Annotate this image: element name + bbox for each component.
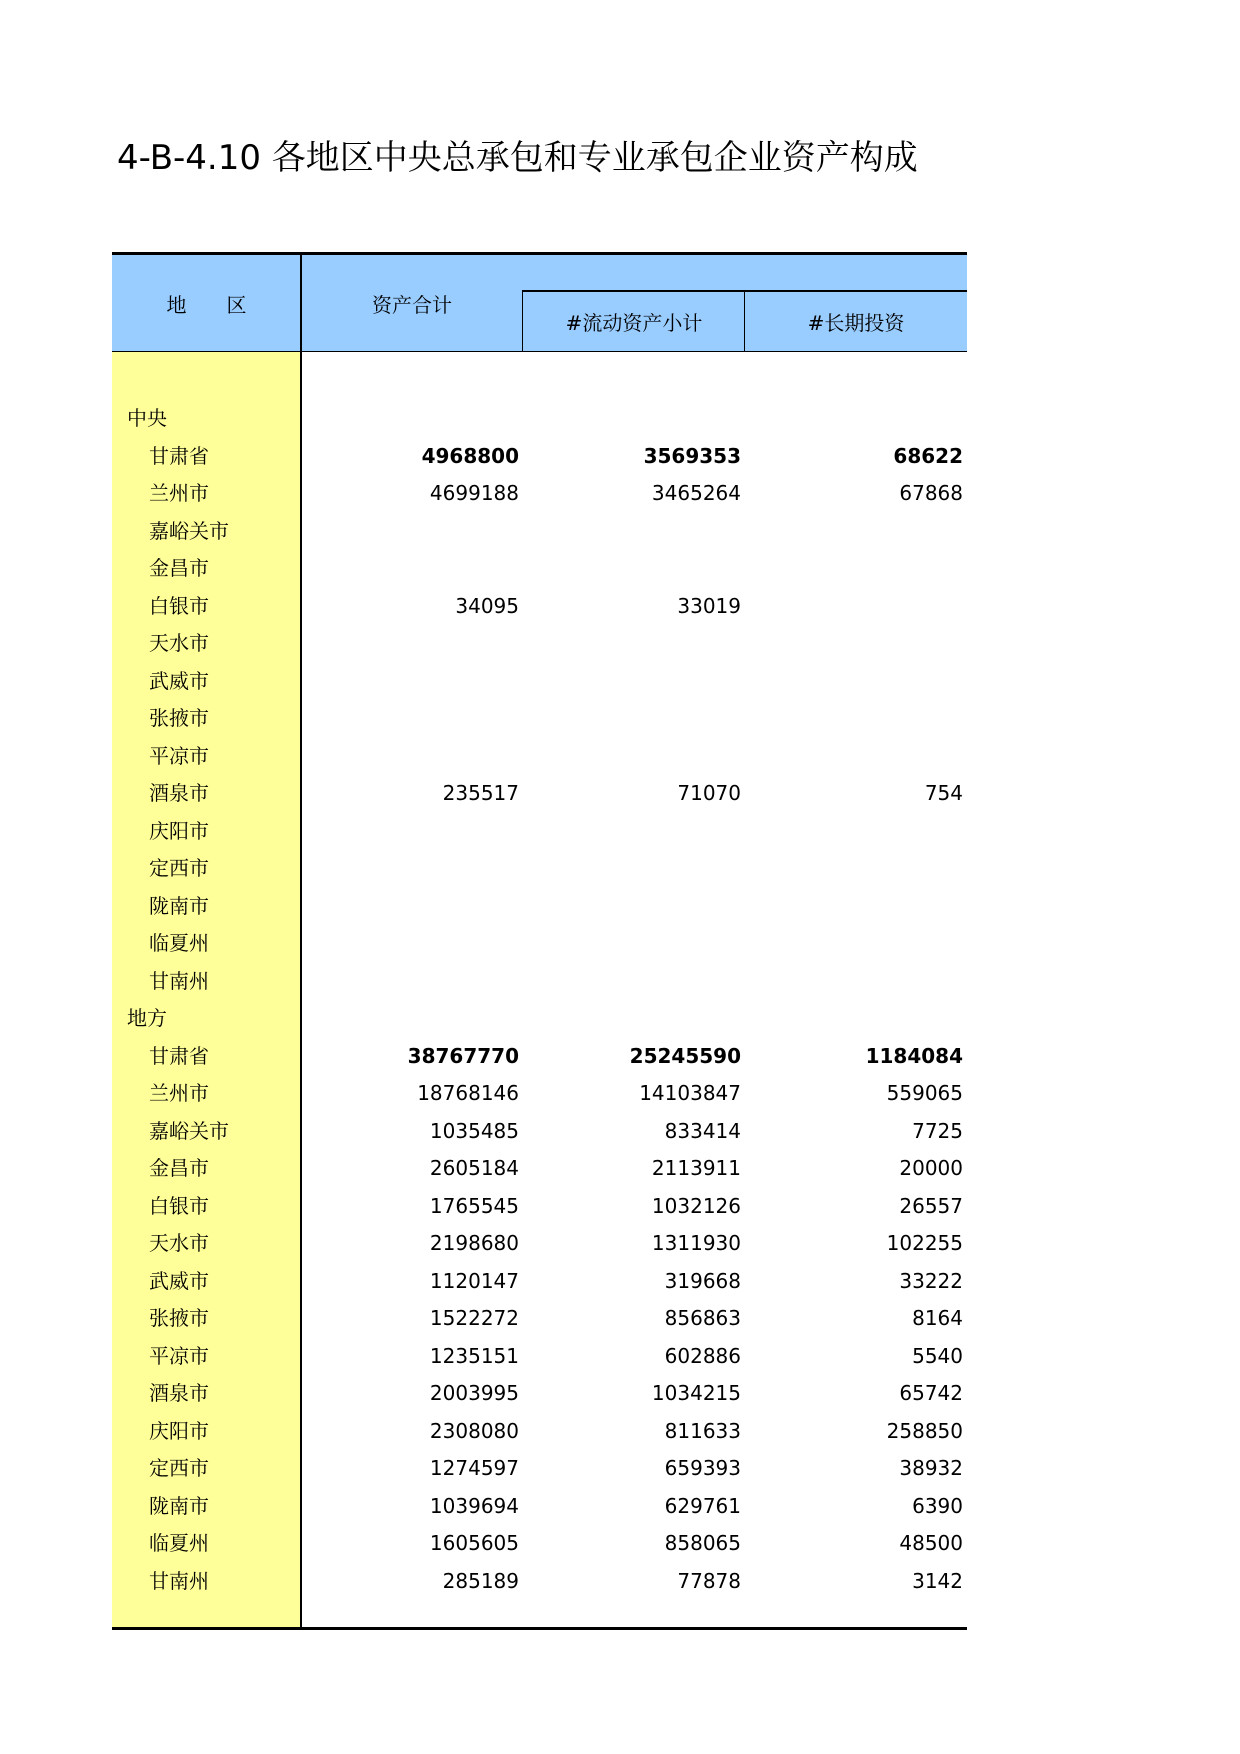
region-name: 兰州市 bbox=[149, 1081, 209, 1105]
total-assets-value: 38767770 bbox=[407, 1043, 519, 1068]
section-label: 中央 bbox=[127, 406, 167, 430]
region-name: 庆阳市 bbox=[149, 818, 209, 843]
total-assets-value: 2003995 bbox=[429, 1381, 519, 1405]
table-row bbox=[112, 850, 967, 888]
table-row bbox=[112, 1300, 967, 1338]
region-name: 定西市 bbox=[149, 1456, 209, 1480]
current-assets-value: 77878 bbox=[677, 1568, 741, 1593]
region-name: 甘南州 bbox=[149, 968, 209, 993]
current-assets-value: 33019 bbox=[677, 593, 741, 618]
current-assets-value: 858065 bbox=[664, 1531, 741, 1555]
long-term-investment-value: 65742 bbox=[899, 1381, 963, 1405]
table-row bbox=[112, 738, 967, 776]
total-assets-value: 4968800 bbox=[421, 443, 519, 468]
header-divider-2 bbox=[744, 290, 745, 352]
table-row bbox=[112, 1150, 967, 1188]
total-assets-value: 1765545 bbox=[429, 1193, 519, 1218]
region-name: 张掖市 bbox=[149, 706, 209, 730]
long-term-investment-value: 102255 bbox=[886, 1231, 963, 1255]
current-assets-value: 811633 bbox=[664, 1418, 741, 1443]
long-term-investment-value: 559065 bbox=[886, 1081, 963, 1105]
long-term-investment-value: 48500 bbox=[899, 1531, 963, 1555]
long-term-investment-value: 7725 bbox=[912, 1118, 963, 1143]
table-row bbox=[112, 1338, 967, 1376]
region-name: 金昌市 bbox=[149, 556, 209, 580]
total-assets-value: 34095 bbox=[455, 593, 519, 618]
table-row bbox=[112, 1488, 967, 1526]
current-assets-value: 71070 bbox=[677, 781, 741, 805]
table-row bbox=[112, 588, 967, 626]
current-assets-value: 856863 bbox=[664, 1306, 741, 1330]
header-current-assets: #流动资产小计 bbox=[565, 311, 703, 335]
total-assets-value: 2198680 bbox=[429, 1231, 519, 1255]
table-row bbox=[112, 775, 967, 813]
table-row bbox=[112, 888, 967, 926]
region-name: 陇南市 bbox=[149, 1493, 209, 1518]
table-row bbox=[112, 475, 967, 513]
current-assets-value: 1311930 bbox=[651, 1231, 741, 1255]
current-assets-value: 602886 bbox=[664, 1343, 741, 1368]
table-row bbox=[112, 663, 967, 701]
table-row bbox=[112, 625, 967, 663]
region-name: 金昌市 bbox=[149, 1156, 209, 1180]
table-row bbox=[112, 1525, 967, 1563]
region-name: 甘南州 bbox=[149, 1568, 209, 1593]
long-term-investment-value: 1184084 bbox=[865, 1043, 963, 1068]
table-row bbox=[112, 1263, 967, 1301]
region-name: 兰州市 bbox=[149, 481, 209, 505]
table-row bbox=[112, 1038, 967, 1076]
section-row bbox=[112, 400, 967, 438]
long-term-investment-value: 38932 bbox=[899, 1456, 963, 1480]
current-assets-value: 3465264 bbox=[651, 481, 741, 505]
header-region: 地 区 bbox=[166, 293, 247, 317]
region-name: 平凉市 bbox=[149, 743, 209, 768]
current-assets-value: 2113911 bbox=[651, 1156, 741, 1180]
table-row bbox=[112, 438, 967, 476]
header-subrule bbox=[522, 290, 967, 292]
total-assets-value: 1235151 bbox=[429, 1343, 519, 1368]
long-term-investment-value: 5540 bbox=[912, 1343, 963, 1368]
current-assets-value: 1034215 bbox=[651, 1381, 741, 1405]
region-name: 甘肃省 bbox=[149, 443, 209, 468]
header-bottom-rule bbox=[112, 351, 967, 352]
region-name: 张掖市 bbox=[149, 1306, 209, 1330]
total-assets-value: 4699188 bbox=[429, 481, 519, 505]
long-term-investment-value: 3142 bbox=[912, 1568, 963, 1593]
region-name: 酒泉市 bbox=[149, 781, 209, 805]
current-assets-value: 833414 bbox=[664, 1118, 741, 1143]
region-name: 定西市 bbox=[149, 856, 209, 880]
section-row bbox=[112, 1000, 967, 1038]
region-name: 临夏州 bbox=[149, 931, 209, 955]
header-total-assets: 资产合计 bbox=[372, 293, 452, 317]
long-term-investment-value: 33222 bbox=[899, 1268, 963, 1293]
assets-table bbox=[112, 252, 967, 1630]
table-row bbox=[112, 1113, 967, 1151]
long-term-investment-value: 6390 bbox=[912, 1493, 963, 1518]
current-assets-value: 3569353 bbox=[643, 443, 741, 468]
table-row bbox=[112, 1225, 967, 1263]
total-assets-value: 1522272 bbox=[429, 1306, 519, 1330]
long-term-investment-value: 67868 bbox=[899, 481, 963, 505]
total-assets-value: 2308080 bbox=[429, 1418, 519, 1443]
table-body bbox=[112, 400, 967, 1600]
total-assets-value: 1120147 bbox=[429, 1268, 519, 1293]
region-name: 嘉峪关市 bbox=[149, 518, 229, 543]
long-term-investment-value: 754 bbox=[924, 781, 963, 805]
page-title: 4-B-4.10 各地区中央总承包和专业承包企业资产构成 bbox=[117, 138, 918, 178]
total-assets-value: 1039694 bbox=[429, 1493, 519, 1518]
region-name: 武威市 bbox=[149, 1268, 209, 1293]
region-name: 天水市 bbox=[149, 1231, 209, 1255]
region-name: 临夏州 bbox=[149, 1531, 209, 1555]
current-assets-value: 659393 bbox=[664, 1456, 741, 1480]
long-term-investment-value: 8164 bbox=[912, 1306, 963, 1330]
total-assets-value: 1274597 bbox=[429, 1456, 519, 1480]
region-name: 嘉峪关市 bbox=[149, 1118, 229, 1143]
table-row bbox=[112, 1563, 967, 1601]
region-name: 陇南市 bbox=[149, 893, 209, 918]
table-row bbox=[112, 1075, 967, 1113]
header-divider-1 bbox=[522, 290, 523, 352]
table-row bbox=[112, 1375, 967, 1413]
long-term-investment-value: 68622 bbox=[893, 443, 963, 468]
table-bottom-rule bbox=[112, 1627, 967, 1630]
table-row bbox=[112, 513, 967, 551]
long-term-investment-value: 258850 bbox=[886, 1418, 963, 1443]
region-name: 白银市 bbox=[149, 593, 209, 618]
section-label: 地方 bbox=[127, 1006, 167, 1030]
total-assets-value: 2605184 bbox=[429, 1156, 519, 1180]
region-name: 平凉市 bbox=[149, 1343, 209, 1368]
current-assets-value: 25245590 bbox=[629, 1043, 741, 1068]
region-name: 庆阳市 bbox=[149, 1418, 209, 1443]
table-row bbox=[112, 963, 967, 1001]
current-assets-value: 14103847 bbox=[639, 1081, 741, 1105]
table-row bbox=[112, 1413, 967, 1451]
table-row bbox=[112, 550, 967, 588]
table-row bbox=[112, 1188, 967, 1226]
current-assets-value: 629761 bbox=[664, 1493, 741, 1518]
table-row bbox=[112, 925, 967, 963]
region-name: 白银市 bbox=[149, 1193, 209, 1218]
total-assets-value: 235517 bbox=[442, 781, 519, 805]
current-assets-value: 1032126 bbox=[651, 1193, 741, 1218]
total-assets-value: 1035485 bbox=[429, 1118, 519, 1143]
header-long-term-investment: #长期投资 bbox=[807, 311, 905, 335]
long-term-investment-value: 20000 bbox=[899, 1156, 963, 1180]
table-row bbox=[112, 1450, 967, 1488]
region-name: 武威市 bbox=[149, 668, 209, 693]
region-name: 甘肃省 bbox=[149, 1043, 209, 1068]
table-row bbox=[112, 813, 967, 851]
long-term-investment-value: 26557 bbox=[899, 1193, 963, 1218]
region-name: 酒泉市 bbox=[149, 1381, 209, 1405]
region-name: 天水市 bbox=[149, 631, 209, 655]
total-assets-value: 1605605 bbox=[429, 1531, 519, 1555]
table-row bbox=[112, 700, 967, 738]
total-assets-value: 18768146 bbox=[417, 1081, 519, 1105]
total-assets-value: 285189 bbox=[442, 1568, 519, 1593]
current-assets-value: 319668 bbox=[664, 1268, 741, 1293]
